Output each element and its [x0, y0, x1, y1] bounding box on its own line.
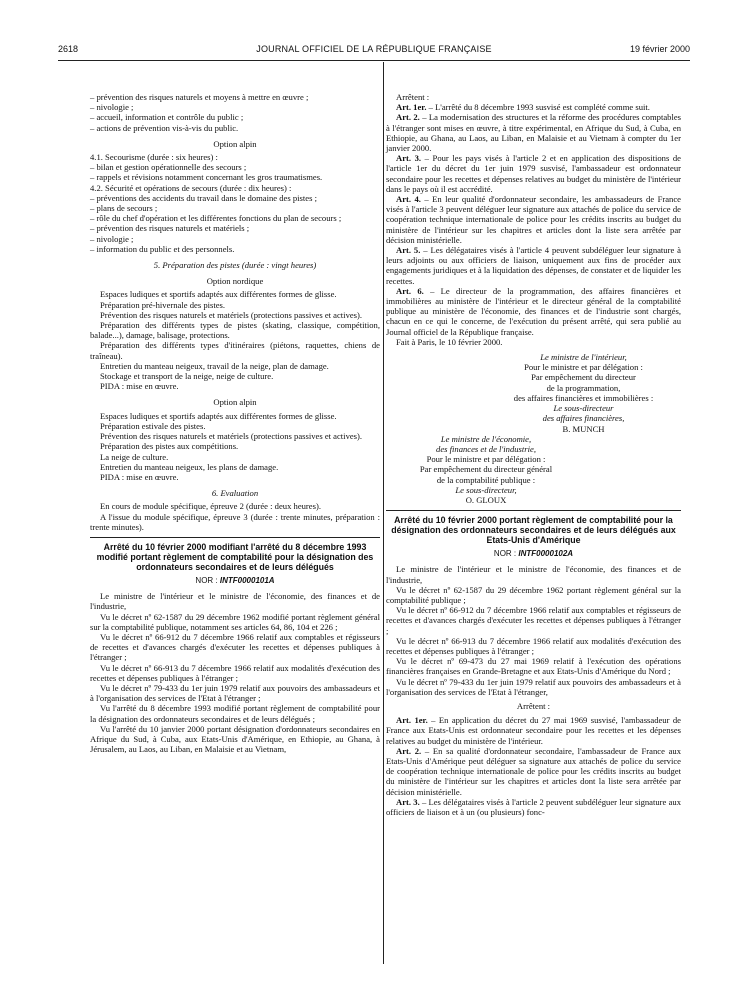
article: [386, 286, 681, 337]
article-text: – Les délégataires visés à l'article 2 peuvent subdéléguer leur signature aux officiers de liaison et à un (ou plusieurs) fonc-: [386, 796, 682, 817]
article-label: Art. 2.: [396, 745, 422, 756]
fait-a-paris: Fait à Paris, le 10 février 2000.: [396, 336, 503, 347]
signature-line: Par empêchement du directeur général: [419, 464, 553, 475]
section-rule: [90, 537, 380, 538]
paragraph: Préparation estivale des pistes.: [100, 420, 206, 431]
signature-line: de la programmation,: [546, 382, 621, 393]
list-item: – nivologie ;: [90, 102, 134, 113]
paragraph: A l'issue du module spécifique, épreuve 3 (durée : trente minutes, préparation : trente minutes).: [90, 511, 380, 532]
section-rule: [386, 510, 681, 511]
paragraph: Le ministre de l'intérieur et le ministre de l'économie, des finances et de l'industrie,: [386, 564, 681, 585]
paragraph: Le ministre de l'intérieur et le ministre de l'économie, des finances et de l'industrie,: [90, 591, 380, 612]
paragraph: Vu le décret nº 66-913 du 7 décembre 1966 relatif aux modalités d'exécution des recettes et dépenses publiques à l'étranger ;: [386, 635, 681, 656]
article: [386, 112, 681, 153]
paragraph: PIDA : mise en œuvre.: [100, 471, 179, 482]
signature-line: Le sous-directeur,: [455, 484, 517, 495]
list-item: – prévention des risques naturels et moyens à mettre en œuvre ;: [90, 92, 309, 102]
list-item: – préventions des accidents du travail dans le domaine des pistes ;: [90, 192, 317, 203]
paragraph: Espaces ludiques et sportifs adaptés aux différentes formes de glisse.: [100, 410, 337, 421]
nor-label: NOR :: [195, 575, 220, 585]
section-6-heading: 6. Evaluation: [211, 488, 259, 499]
paragraph: Vu le décret nº 66-913 du 7 décembre 1966 relatif aux modalités d'exécution des recettes et dépenses publiques à l'étranger ;: [90, 662, 380, 683]
signature-line: Le ministre de l'intérieur,: [540, 352, 627, 363]
paragraph: Vu le décret nº 66-912 du 7 décembre 1966 relatif aux comptables et régisseurs de recettes et d'avances chargés d'exécuter les recettes et dépenses publiques à l'étranger ;: [90, 631, 380, 663]
signature-block-1: [386, 352, 681, 434]
nor-label: NOR :: [493, 549, 519, 559]
article-text: – En application du décret du 27 mai 1969 susvisé, l'ambassadeur de France aux Etats-Unis est ordonnateur secondaire pour les recettes et les dépenses relatives au budget du ministère de l'intérieur.: [386, 715, 681, 746]
paragraph: PIDA : mise en œuvre.: [100, 381, 179, 392]
signature-line: Pour le ministre et par délégation :: [426, 454, 546, 465]
signature-line: Pour le ministre et par délégation :: [524, 362, 643, 373]
signatory-name: B. MUNCH: [562, 423, 605, 434]
paragraph: Vu le décret nº 79-433 du 1er juin 1979 relatif aux pouvoirs des ambassadeurs et à l'organisation des services de l'Etat à l'étranger,: [386, 676, 681, 697]
article-label: Art. 4.: [396, 194, 421, 205]
paragraph: Vu le décret nº 62-1587 du 29 décembre 1962 modifié portant règlement général sur la comptabilité publique, notamment ses articles 64, 86, 104 et 226 ;: [90, 611, 380, 632]
paragraph: Vu l'arrêté du 8 décembre 1993 modifié portant règlement de comptabilité pour la désignation des ordonnateurs secondaires et de leurs délégués ;: [90, 703, 380, 724]
paragraph: La neige de culture.: [100, 451, 169, 462]
paragraph: Espaces ludiques et sportifs adaptés aux différentes formes de glisse.: [100, 289, 337, 300]
page-header: [58, 44, 690, 58]
nor-reference: [90, 576, 380, 586]
list-item: – information du public et des personnels.: [90, 243, 235, 254]
article-text: – Les délégataires visés à l'article 4 peuvent subdéléguer leur signature à leurs adjoints ou aux officiers de liaison, uniquement aux fins de procéder aux engagements juridiques et à la liquidation des dépenses, de constater et de liquider les recettes.: [386, 245, 681, 286]
paragraph: Préparation des différents types de pistes (skating, classique, compétition, balade...), damage, balisage, protections.: [90, 320, 380, 341]
nor-reference: [386, 549, 681, 559]
paragraph: Vu l'arrêté du 10 janvier 2000 portant désignation d'ordonnateurs secondaires en Afrique du Sud, à Cuba, aux Etats-Unis d'Amérique, en Ethiopie, au Ghana, à Jérusalem, au Laos, au Liban, en Malaisie et au Vietnam,: [90, 723, 380, 755]
article-text: – Le directeur de la programmation, des affaires financières et immobilières au ministère de l'intérieur et le directeur général de la comptabilité publique au ministère de l'économie, des finances et de l'industrie sont chargés, chacun en ce qui le concerne, de l'exécution du présent arrêté, qui sera publié au Journal officiel de la République française.: [386, 285, 682, 337]
article: [386, 245, 681, 286]
nor-code: INTF0000102A: [518, 549, 574, 559]
list-item: – bilan et gestion opérationnelle des secours ;: [90, 162, 247, 173]
article-text: – La modernisation des structures et la réforme des procédures comptables à l'étranger sont mises en œuvre, à titre expérimental, en Afrique du Sud, à Cuba, en Ethiopie, au Ghana, au Laos, au Liban, en Malaisie et au Vietnam à compter du 1er janvier 2000.: [386, 112, 682, 154]
option-alpin-heading-2: Option alpin: [213, 397, 257, 408]
list-item: – actions de prévention vis-à-vis du public.: [90, 122, 239, 133]
article-label: Art. 2.: [396, 112, 420, 123]
article: [386, 797, 681, 817]
paragraph: Vu le décret nº 69-473 du 27 mai 1969 relatif à l'exécution des opérations financières françaises en Grande-Bretagne et aux Etats-Unis d'Amérique du Nord ;: [386, 656, 681, 677]
signature-block-2: [386, 434, 586, 505]
list-item: – accueil, information et contrôle du public ;: [90, 112, 244, 123]
article-label: Art. 1er.: [396, 715, 428, 726]
article: [386, 715, 681, 746]
article-label: Art. 1er.: [396, 102, 427, 113]
list-item: – rôle du chef d'opération et les différentes fonctions du plan de secours ;: [90, 213, 342, 224]
list-item: 4.2. Sécurité et opérations de secours (durée : dix heures) :: [90, 182, 292, 193]
signatory-name: O. GLOUX: [465, 494, 507, 505]
paragraph: Préparation pré-hivernale des pistes.: [100, 299, 226, 310]
list-item: 4.1. Secourisme (durée : six heures) :: [90, 152, 218, 163]
paragraph: Vu le décret nº 62-1587 du 29 décembre 1962 portant règlement général sur la comptabilité publique ;: [386, 584, 681, 605]
paragraph: Préparation des différents types d'itinéraires (piétons, raquettes, chiens de traîneau).: [90, 340, 380, 361]
left-column: [90, 92, 380, 754]
decree-title: Arrêté du 10 février 2000 portant règlement de comptabilité pour la désignation des ordonnateurs secondaires et de leurs délégués aux Etats-Unis d'Amérique: [391, 515, 676, 546]
right-column: [386, 92, 681, 817]
paragraph: Entretien du manteau neigeux, les plans de damage.: [100, 461, 279, 472]
paragraph: Vu le décret nº 79-433 du 1er juin 1979 relatif aux pouvoirs des ambassadeurs et à l'organisation des services de l'Etat à l'étranger ;: [90, 682, 380, 704]
article-label: Art. 6.: [396, 285, 424, 296]
option-nordique-heading: Option nordique: [206, 276, 264, 287]
article-text: – L'arrêté du 8 décembre 1993 susvisé est complété comme suit.: [426, 102, 650, 113]
arretent: Arrêtent :: [516, 700, 551, 711]
article-label: Art. 3.: [396, 796, 420, 807]
section-5-heading: 5. Préparation des pistes (durée : vingt heures): [153, 260, 317, 271]
paragraph: Stockage et transport de la neige, neige de culture.: [100, 371, 274, 382]
article: [386, 746, 681, 797]
column-divider: [383, 62, 384, 964]
paragraph: En cours de module spécifique, épreuve 2 (durée : deux heures).: [100, 501, 321, 512]
header-rule: [58, 60, 690, 61]
paragraph: Prévention des risques naturels et matériels (protections passives et actives).: [100, 431, 363, 442]
paragraph: Préparation des pistes aux compétitions.: [100, 441, 239, 452]
signature-line: des finances et de l'industrie,: [436, 443, 536, 454]
signature-line: des affaires financières,: [542, 413, 625, 424]
article-label: Art. 3.: [396, 153, 422, 164]
article: [386, 102, 681, 112]
signature-line: Le ministre de l'économie,: [440, 433, 532, 444]
list-item: – plans de secours ;: [90, 203, 158, 214]
paragraph: Prévention des risques naturels et matériels (protections passives et actives).: [100, 309, 363, 320]
nor-code: INTF0000101A: [219, 575, 275, 585]
page-number: 2618: [58, 44, 79, 54]
signature-line: Par empêchement du directeur: [531, 372, 636, 383]
list-item: – rappels et révisions notamment concernant les gros traumatismes.: [90, 172, 323, 183]
article: [386, 153, 681, 194]
option-alpin-heading: Option alpin: [213, 138, 257, 149]
decree-title: Arrêté du 10 février 2000 modifiant l'arrêté du 8 décembre 1993 modifié portant règlement de comptabilité pour la désignation des ordonnateurs secondaires et de leurs délégués: [96, 541, 374, 572]
article-text: – En leur qualité d'ordonnateur secondaire, les ambassadeurs de France visés à l'article 3 peuvent déléguer leur signature aux attachés de police du service de coopération technique internationale de police pour les crédits inscrits au budget du ministère de l'intérieur sur les chapitres et articles dont la liste sera arrêtée par décision ministérielle.: [386, 194, 681, 245]
signature-line: des affaires financières et immobilières :: [513, 392, 654, 403]
paragraph: Vu le décret nº 66-912 du 7 décembre 1966 relatif aux comptables et régisseurs de recettes et d'avances chargés d'exécuter les recettes et dépenses publiques à l'étranger ;: [386, 605, 681, 636]
article-text: – En sa qualité d'ordonnateur secondaire, l'ambassadeur de France aux Etats-Unis d'Amérique peut déléguer sa signature aux attachés de police du service de coopération technique internationale de police pour les crédits inscrits au budget du ministère de l'intérieur sur les chapitres et articles dont la liste sera arrêtée par décision ministérielle.: [386, 745, 681, 797]
journal-title: JOURNAL OFFICIEL DE LA RÉPUBLIQUE FRANÇAISE: [256, 44, 492, 54]
paragraph: Entretien du manteau neigeux, travail de la neige, plan de damage.: [100, 360, 329, 371]
top-list: [90, 92, 380, 133]
list-item: – nivologie ;: [90, 233, 134, 244]
signature-line: de la comptabilité publique :: [436, 474, 536, 485]
article: [386, 194, 681, 245]
list-item: – prévention des risques naturels et matériels ;: [90, 223, 250, 234]
issue-date: 19 février 2000: [629, 44, 690, 54]
article-label: Art. 5.: [396, 245, 421, 256]
article-text: – Pour les pays visés à l'article 2 et en application des dispositions de l'article 1er du décret du 1er juin 1979 susvisé, l'ambassadeur est ordonnateur secondaire pour les recettes et dépenses relatives au budget du ministère de l'intérieur dans le pays où il est accrédité.: [386, 153, 682, 194]
arretent: Arrêtent :: [396, 92, 430, 102]
signature-line: Le sous-directeur: [553, 403, 614, 414]
